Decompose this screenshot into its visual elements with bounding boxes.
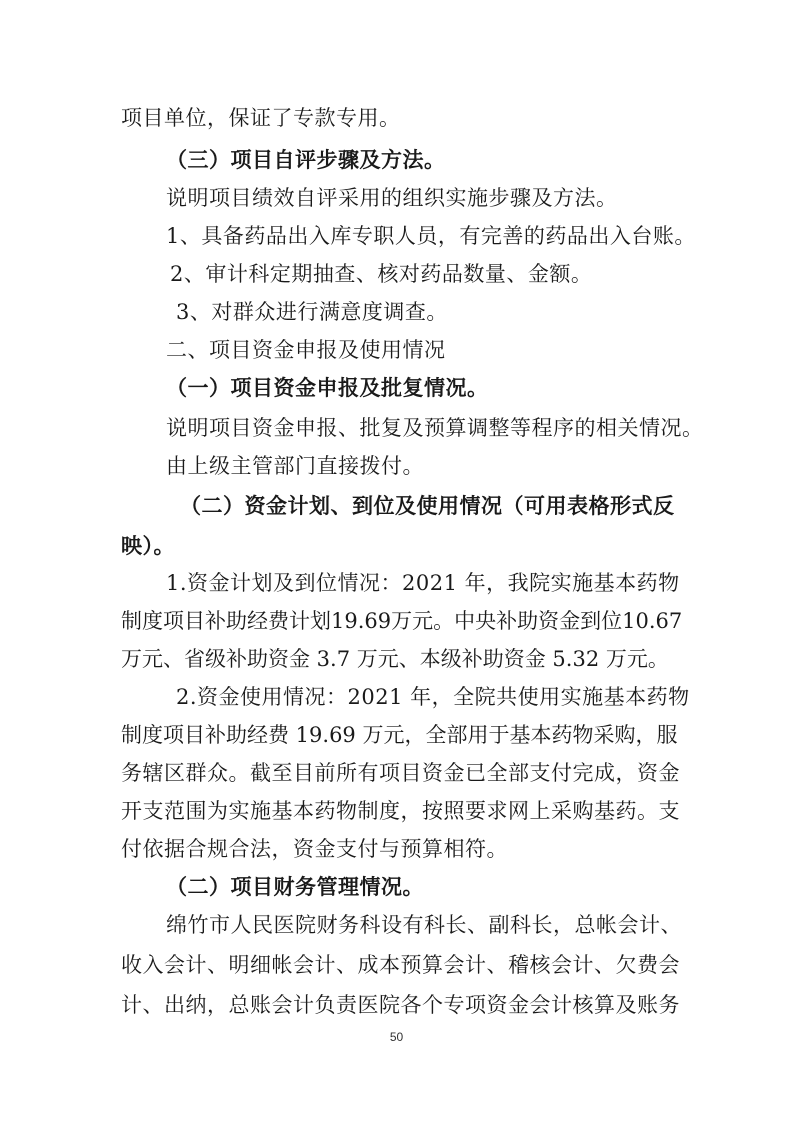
paragraph-line: 说明项目绩效自评采用的组织实施步骤及方法。 [166,186,618,210]
paragraph-line: 开支范围为实施基本药物制度，按照要求网上采购基药。支 [121,799,680,823]
paragraph-line: 制度项目补助经费计划19.69万元。中央补助资金到位10.67 [121,609,683,633]
paragraph-line: 收入会计、明细帐会计、成本预算会计、稽核会计、欠费会 [121,953,680,977]
paragraph-line: 1.资金计划及到位情况：2021 年，我院实施基本药物 [166,571,680,595]
paragraph-line: 由上级主管部门直接拨付。 [166,454,424,478]
paragraph-line: 说明项目资金申报、批复及预算调整等程序的相关情况。 [166,416,704,440]
page-number: 50 [389,1030,404,1044]
paragraph-line: 绵竹市人民医院财务科设有科长、副科长，总帐会计、 [166,913,682,937]
section-heading: （三）项目自评步骤及方法。 [166,148,446,172]
paragraph-line: 制度项目补助经费 19.69 万元，全部用于基本药物采购，服 [121,723,678,747]
paragraph-line: 万元、省级补助资金 3.7 万元、本级补助资金 5.32 万元。 [121,647,669,671]
paragraph-line: 务辖区群众。截至目前所有项目资金已全部支付完成，资金 [121,761,680,785]
paragraph-line: 付依据合规合法，资金支付与预算相符。 [121,837,508,861]
list-item: 1、具备药品出入库专职人员，有完善的药品出入台账。 [166,224,696,248]
section-heading: 二、项目资金申报及使用情况 [166,338,446,362]
paragraph-line: 计、出纳，总账会计负责医院各个专项资金会计核算及账务 [121,993,680,1017]
section-heading: （一）项目资金申报及批复情况。 [166,376,489,400]
list-item: 3、对群众进行满意度调查。 [176,300,448,324]
section-heading: （二）资金计划、到位及使用情况（可用表格形式反 [180,494,675,518]
section-heading: （二）项目财务管理情况。 [166,875,424,899]
section-heading: 映）。 [121,534,175,558]
list-item: 2、审计科定期抽查、核对药品数量、金额。 [170,262,593,286]
paragraph-line: 项目单位，保证了专款专用。 [121,106,401,130]
paragraph-line: 2.资金使用情况：2021 年，全院共使用实施基本药物 [176,685,690,709]
